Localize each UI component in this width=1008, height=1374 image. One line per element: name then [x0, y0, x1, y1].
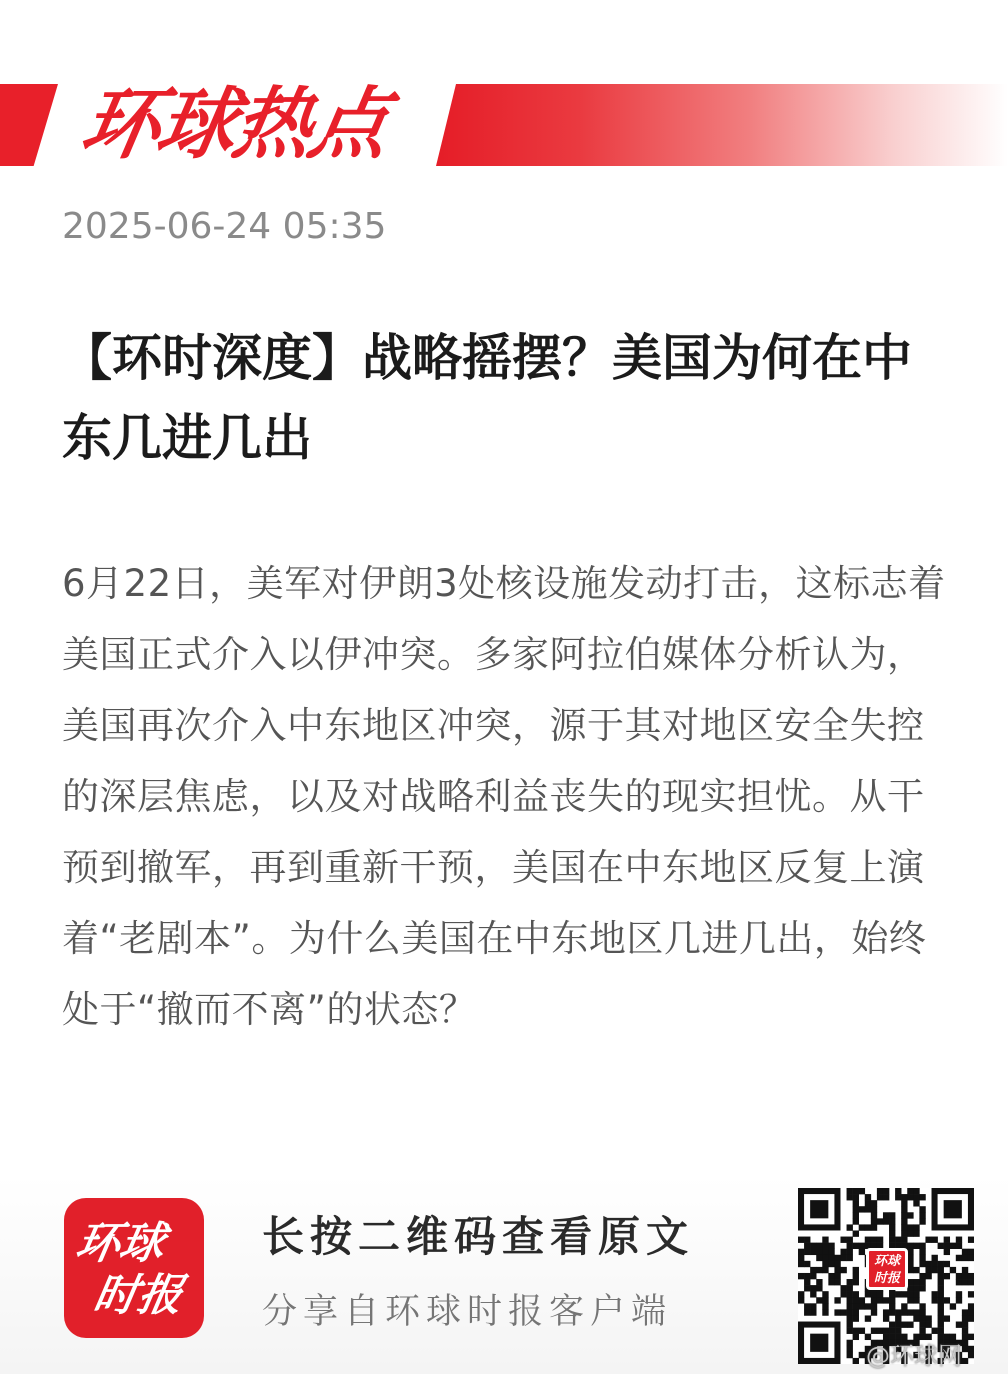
qr-center-logo: 环球时报: [866, 1248, 908, 1290]
article-title: 【环时深度】战略摇摆？美国为何在中东几进几出: [62, 329, 912, 467]
banner-left-stripe: [0, 84, 58, 166]
header-banner: [0, 80, 1008, 170]
logo-text-line2: 时报: [89, 1270, 187, 1321]
share-instruction: 长按二维码查看原文: [262, 1212, 695, 1261]
weibo-watermark: @环球网: [866, 1342, 962, 1370]
huanqiu-logo-icon: [64, 1198, 204, 1338]
publish-timestamp: 2025-06-24 05:35: [62, 206, 387, 247]
share-source: 分享自环球时报客户端: [262, 1292, 673, 1332]
logo-text-line1: 环球: [71, 1218, 169, 1269]
banner-title: 环球热点: [74, 80, 394, 170]
article-body: 6月22日，美军对伊朗3处核设施发动打击，这标志着美国正式介入以伊冲突。多家阿拉伯媒体分析认为，美国再次介入中东地区冲突，源于其对地区安全失控的深层焦虑，以及对战略利益丧失的现实担忧。从干预到撤军，再到重新干预，美国在中东地区反复上演着“老剧本”。为什么美国在中东地区几进几出，始终处于“撤而不离”的状态？: [62, 562, 946, 1031]
banner-gradient-stripe: [436, 84, 1008, 166]
